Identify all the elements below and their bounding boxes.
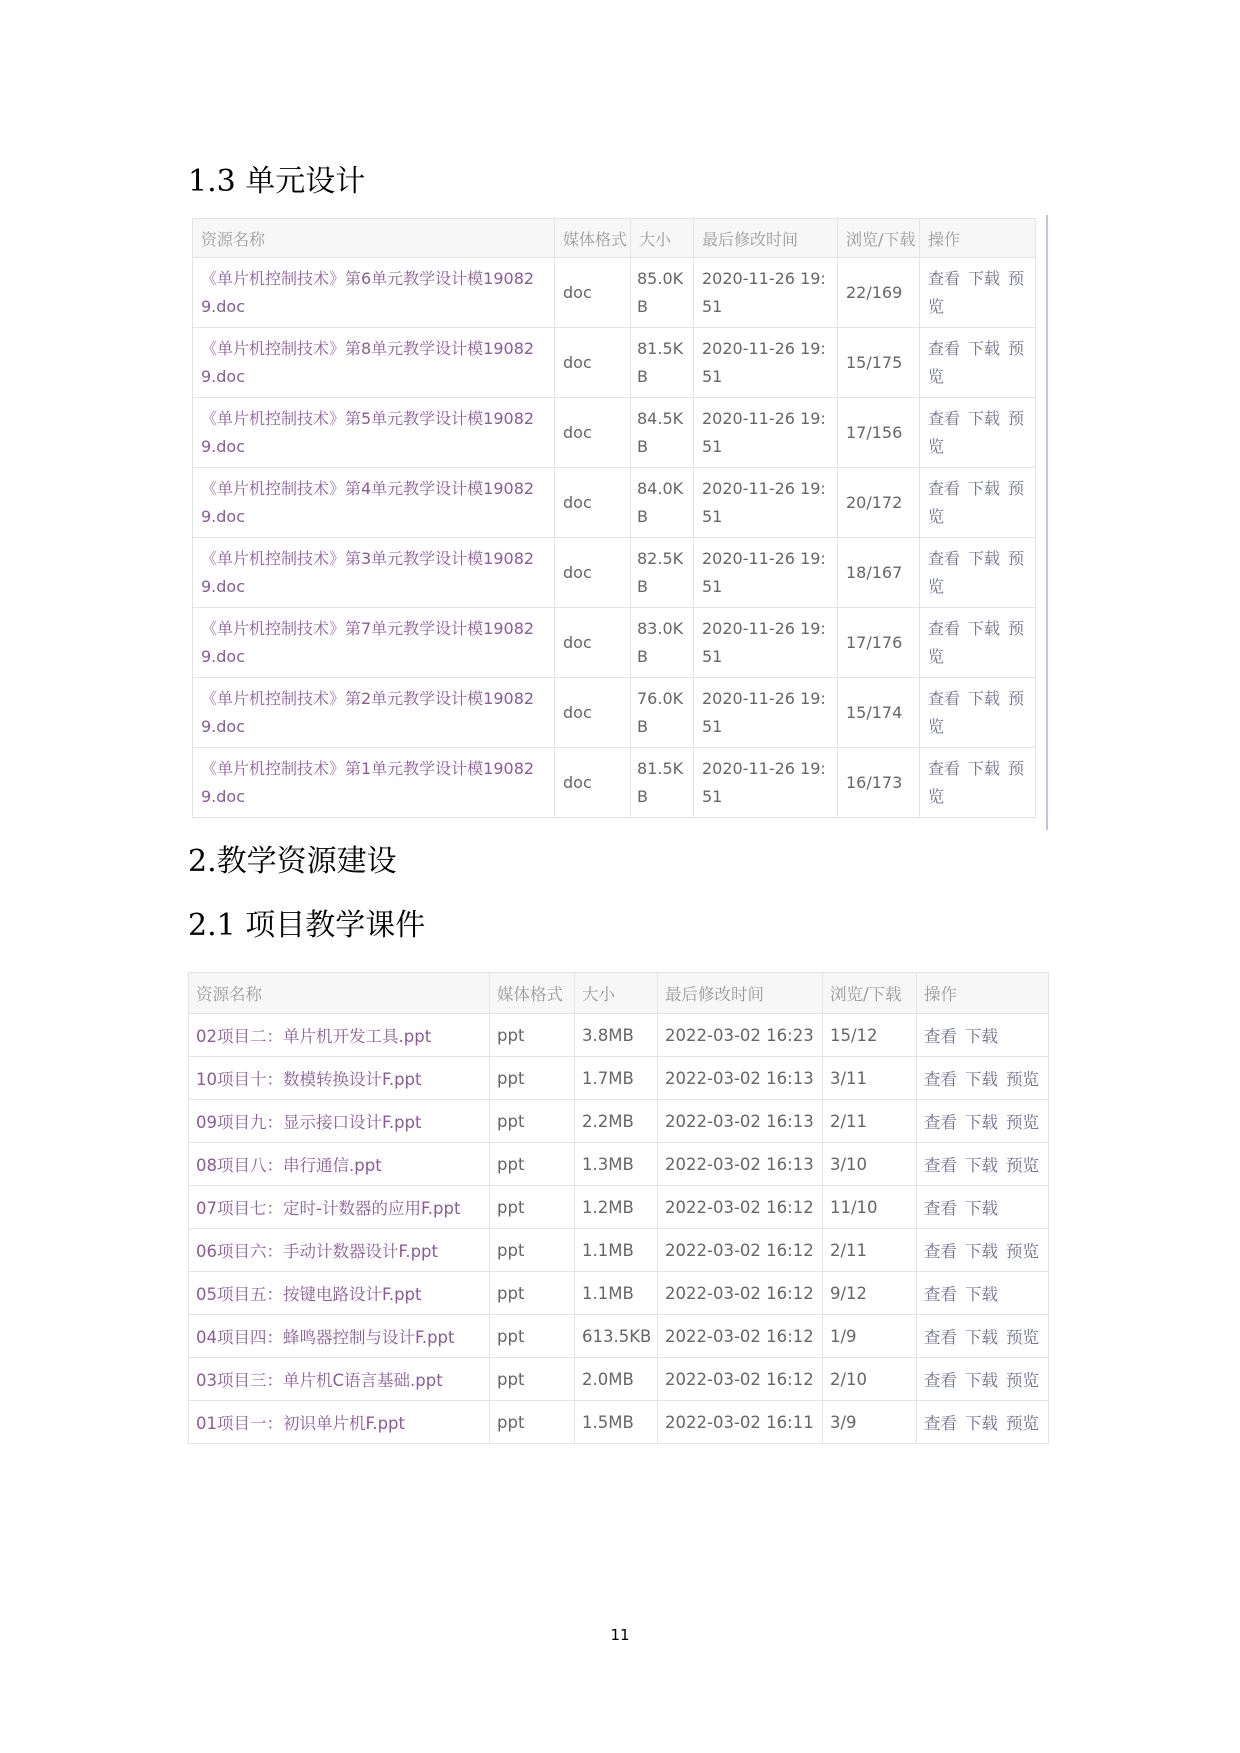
table-row bbox=[193, 468, 1036, 538]
download-link[interactable]: 下载 bbox=[968, 548, 1001, 568]
preview-link[interactable]: 预览 bbox=[1006, 1414, 1039, 1433]
preview-link[interactable]: 预览 bbox=[928, 338, 1025, 386]
resource-name-link[interactable]: 03项目三：单片机C语言基础.ppt bbox=[189, 1358, 490, 1401]
file-size-cell: 76.0KB bbox=[631, 678, 694, 748]
download-link[interactable]: 下载 bbox=[965, 1242, 998, 1261]
modified-time-cell: 2020-11-26 19:51 bbox=[694, 608, 838, 678]
download-link[interactable]: 下载 bbox=[965, 1113, 998, 1132]
view-link[interactable]: 查看 bbox=[924, 1113, 957, 1132]
section-heading-2-1: 2.1 项目教学课件 bbox=[188, 908, 426, 943]
table-row bbox=[189, 1100, 1049, 1143]
media-format-cell: doc bbox=[555, 538, 631, 608]
table-header-row bbox=[193, 219, 1036, 258]
file-size-cell: 1.3MB bbox=[575, 1143, 658, 1186]
file-size-cell: 84.5KB bbox=[631, 398, 694, 468]
col-header-ops: 操作 bbox=[917, 973, 1049, 1014]
download-link[interactable]: 下载 bbox=[968, 688, 1001, 708]
resource-name-link[interactable]: 《单片机控制技术》第3单元教学设计模190829.doc bbox=[193, 538, 555, 608]
file-size-cell: 81.5KB bbox=[631, 748, 694, 818]
resource-name-link[interactable]: 04项目四：蜂鸣器控制与设计F.ppt bbox=[189, 1315, 490, 1358]
views-downloads-cell: 11/10 bbox=[823, 1186, 917, 1229]
file-size-cell: 1.5MB bbox=[575, 1401, 658, 1444]
file-size-cell: 1.7MB bbox=[575, 1057, 658, 1100]
media-format-cell: ppt bbox=[490, 1014, 575, 1057]
resource-name-link[interactable]: 08项目八：串行通信.ppt bbox=[189, 1143, 490, 1186]
preview-link[interactable]: 预览 bbox=[1006, 1156, 1039, 1175]
download-link[interactable]: 下载 bbox=[965, 1156, 998, 1175]
view-link[interactable]: 查看 bbox=[928, 548, 961, 568]
modified-time-cell: 2022-03-02 16:12 bbox=[658, 1186, 823, 1229]
table-row bbox=[193, 328, 1036, 398]
operations-cell bbox=[920, 468, 1036, 538]
file-size-cell: 85.0KB bbox=[631, 258, 694, 328]
preview-link[interactable]: 预览 bbox=[928, 688, 1025, 736]
media-format-cell: doc bbox=[555, 328, 631, 398]
view-link[interactable]: 查看 bbox=[924, 1371, 957, 1390]
download-link[interactable]: 下载 bbox=[965, 1070, 998, 1089]
views-downloads-cell: 15/175 bbox=[838, 328, 920, 398]
preview-link[interactable]: 预览 bbox=[1006, 1371, 1039, 1390]
operations-cell bbox=[920, 748, 1036, 818]
table-row bbox=[193, 608, 1036, 678]
media-format-cell: ppt bbox=[490, 1186, 575, 1229]
courseware-table bbox=[188, 972, 1049, 1444]
operations-cell bbox=[917, 1358, 1049, 1401]
operations-cell bbox=[920, 608, 1036, 678]
resource-name-link[interactable]: 06项目六：手动计数器设计F.ppt bbox=[189, 1229, 490, 1272]
section-heading-2: 2.教学资源建设 bbox=[188, 844, 397, 879]
modified-time-cell: 2022-03-02 16:23 bbox=[658, 1014, 823, 1057]
col-header-name: 资源名称 bbox=[189, 973, 490, 1014]
views-downloads-cell: 15/12 bbox=[823, 1014, 917, 1057]
table-row bbox=[193, 538, 1036, 608]
views-downloads-cell: 1/9 bbox=[823, 1315, 917, 1358]
views-downloads-cell: 18/167 bbox=[838, 538, 920, 608]
table-row bbox=[189, 1315, 1049, 1358]
col-header-format: 媒体格式 bbox=[490, 973, 575, 1014]
view-link[interactable]: 查看 bbox=[928, 408, 961, 428]
resource-name-link[interactable]: 《单片机控制技术》第5单元教学设计模190829.doc bbox=[193, 398, 555, 468]
media-format-cell: doc bbox=[555, 608, 631, 678]
table-row bbox=[193, 678, 1036, 748]
preview-link[interactable]: 预览 bbox=[928, 268, 1025, 316]
download-link[interactable]: 下载 bbox=[965, 1199, 998, 1218]
view-link[interactable]: 查看 bbox=[928, 338, 961, 358]
views-downloads-cell: 3/9 bbox=[823, 1401, 917, 1444]
modified-time-cell: 2020-11-26 19:51 bbox=[694, 328, 838, 398]
resource-name-link[interactable]: 《单片机控制技术》第8单元教学设计模190829.doc bbox=[193, 328, 555, 398]
views-downloads-cell: 17/176 bbox=[838, 608, 920, 678]
media-format-cell: doc bbox=[555, 258, 631, 328]
modified-time-cell: 2022-03-02 16:12 bbox=[658, 1315, 823, 1358]
media-format-cell: ppt bbox=[490, 1401, 575, 1444]
resource-name-link[interactable]: 《单片机控制技术》第4单元教学设计模190829.doc bbox=[193, 468, 555, 538]
download-link[interactable]: 下载 bbox=[968, 618, 1001, 638]
table-row bbox=[193, 398, 1036, 468]
preview-link[interactable]: 预览 bbox=[928, 408, 1025, 456]
preview-link[interactable]: 预览 bbox=[1006, 1242, 1039, 1261]
view-link[interactable]: 查看 bbox=[928, 268, 961, 288]
view-link[interactable]: 查看 bbox=[924, 1414, 957, 1433]
download-link[interactable]: 下载 bbox=[965, 1371, 998, 1390]
file-size-cell: 2.0MB bbox=[575, 1358, 658, 1401]
table-row bbox=[189, 1014, 1049, 1057]
file-size-cell: 1.2MB bbox=[575, 1186, 658, 1229]
col-header-format: 媒体格式 bbox=[555, 219, 631, 258]
file-size-cell: 1.1MB bbox=[575, 1229, 658, 1272]
media-format-cell: doc bbox=[555, 678, 631, 748]
modified-time-cell: 2020-11-26 19:51 bbox=[694, 678, 838, 748]
views-downloads-cell: 2/11 bbox=[823, 1100, 917, 1143]
page-number: 11 bbox=[610, 1626, 630, 1644]
preview-link[interactable]: 预览 bbox=[1006, 1328, 1039, 1347]
table-row bbox=[193, 748, 1036, 818]
resource-name-link[interactable]: 《单片机控制技术》第6单元教学设计模190829.doc bbox=[193, 258, 555, 328]
file-size-cell: 81.5KB bbox=[631, 328, 694, 398]
table2-body bbox=[189, 1014, 1049, 1444]
resource-name-link[interactable]: 01项目一：初识单片机F.ppt bbox=[189, 1401, 490, 1444]
resource-name-link[interactable]: 02项目二：单片机开发工具.ppt bbox=[189, 1014, 490, 1057]
preview-link[interactable]: 预览 bbox=[928, 618, 1025, 666]
view-link[interactable]: 查看 bbox=[924, 1027, 957, 1046]
download-link[interactable]: 下载 bbox=[968, 408, 1001, 428]
col-header-size: 大小 bbox=[631, 219, 694, 258]
operations-cell bbox=[920, 678, 1036, 748]
views-downloads-cell: 15/174 bbox=[838, 678, 920, 748]
download-link[interactable]: 下载 bbox=[965, 1414, 998, 1433]
operations-cell bbox=[920, 328, 1036, 398]
preview-link[interactable]: 预览 bbox=[1006, 1113, 1039, 1132]
operations-cell bbox=[917, 1057, 1049, 1100]
resource-name-link[interactable]: 10项目十：数模转换设计F.ppt bbox=[189, 1057, 490, 1100]
operations-cell bbox=[917, 1315, 1049, 1358]
preview-link[interactable]: 预览 bbox=[928, 478, 1025, 526]
media-format-cell: ppt bbox=[490, 1229, 575, 1272]
resource-name-link[interactable]: 05项目五：按键电路设计F.ppt bbox=[189, 1272, 490, 1315]
operations-cell bbox=[917, 1272, 1049, 1315]
views-downloads-cell: 3/10 bbox=[823, 1143, 917, 1186]
view-link[interactable]: 查看 bbox=[928, 758, 961, 778]
media-format-cell: ppt bbox=[490, 1315, 575, 1358]
views-downloads-cell: 9/12 bbox=[823, 1272, 917, 1315]
download-link[interactable]: 下载 bbox=[965, 1328, 998, 1347]
section-heading-1-3: 1.3 单元设计 bbox=[188, 164, 366, 199]
table-row bbox=[189, 1186, 1049, 1229]
col-header-views: 浏览/下载 bbox=[823, 973, 917, 1014]
modified-time-cell: 2020-11-26 19:51 bbox=[694, 468, 838, 538]
table1-body bbox=[193, 258, 1036, 818]
download-link[interactable]: 下载 bbox=[968, 478, 1001, 498]
modified-time-cell: 2020-11-26 19:51 bbox=[694, 398, 838, 468]
operations-cell bbox=[917, 1186, 1049, 1229]
download-link[interactable]: 下载 bbox=[965, 1027, 998, 1046]
media-format-cell: ppt bbox=[490, 1143, 575, 1186]
unit-design-table bbox=[192, 218, 1036, 818]
view-link[interactable]: 查看 bbox=[928, 688, 961, 708]
views-downloads-cell: 2/10 bbox=[823, 1358, 917, 1401]
file-size-cell: 84.0KB bbox=[631, 468, 694, 538]
file-size-cell: 1.1MB bbox=[575, 1272, 658, 1315]
operations-cell bbox=[920, 258, 1036, 328]
file-size-cell: 82.5KB bbox=[631, 538, 694, 608]
preview-link[interactable]: 预览 bbox=[1006, 1070, 1039, 1089]
download-link[interactable]: 下载 bbox=[968, 338, 1001, 358]
col-header-views: 浏览/下载 bbox=[838, 219, 920, 258]
view-link[interactable]: 查看 bbox=[924, 1285, 957, 1304]
view-link[interactable]: 查看 bbox=[924, 1242, 957, 1261]
view-link[interactable]: 查看 bbox=[928, 478, 961, 498]
download-link[interactable]: 下载 bbox=[968, 758, 1001, 778]
views-downloads-cell: 16/173 bbox=[838, 748, 920, 818]
media-format-cell: doc bbox=[555, 398, 631, 468]
views-downloads-cell: 22/169 bbox=[838, 258, 920, 328]
table-row bbox=[189, 1143, 1049, 1186]
view-link[interactable]: 查看 bbox=[928, 618, 961, 638]
resource-name-link[interactable]: 09项目九：显示接口设计F.ppt bbox=[189, 1100, 490, 1143]
table-row bbox=[193, 258, 1036, 328]
resource-name-link[interactable]: 07项目七：定时-计数器的应用F.ppt bbox=[189, 1186, 490, 1229]
view-link[interactable]: 查看 bbox=[924, 1328, 957, 1347]
views-downloads-cell: 2/11 bbox=[823, 1229, 917, 1272]
modified-time-cell: 2022-03-02 16:12 bbox=[658, 1272, 823, 1315]
file-size-cell: 613.5KB bbox=[575, 1315, 658, 1358]
operations-cell bbox=[917, 1100, 1049, 1143]
col-header-modified: 最后修改时间 bbox=[694, 219, 838, 258]
table-row bbox=[189, 1358, 1049, 1401]
view-link[interactable]: 查看 bbox=[924, 1156, 957, 1175]
operations-cell bbox=[917, 1014, 1049, 1057]
resource-name-link[interactable]: 《单片机控制技术》第1单元教学设计模190829.doc bbox=[193, 748, 555, 818]
table1-right-border bbox=[1046, 215, 1048, 830]
preview-link[interactable]: 预览 bbox=[928, 548, 1025, 596]
table-row bbox=[189, 1229, 1049, 1272]
resource-name-link[interactable]: 《单片机控制技术》第7单元教学设计模190829.doc bbox=[193, 608, 555, 678]
views-downloads-cell: 20/172 bbox=[838, 468, 920, 538]
file-size-cell: 83.0KB bbox=[631, 608, 694, 678]
operations-cell bbox=[920, 398, 1036, 468]
modified-time-cell: 2022-03-02 16:13 bbox=[658, 1143, 823, 1186]
col-header-name: 资源名称 bbox=[193, 219, 555, 258]
modified-time-cell: 2022-03-02 16:13 bbox=[658, 1100, 823, 1143]
modified-time-cell: 2022-03-02 16:13 bbox=[658, 1057, 823, 1100]
media-format-cell: ppt bbox=[490, 1100, 575, 1143]
media-format-cell: ppt bbox=[490, 1057, 575, 1100]
file-size-cell: 3.8MB bbox=[575, 1014, 658, 1057]
operations-cell bbox=[917, 1401, 1049, 1444]
modified-time-cell: 2020-11-26 19:51 bbox=[694, 258, 838, 328]
operations-cell bbox=[917, 1229, 1049, 1272]
views-downloads-cell: 3/11 bbox=[823, 1057, 917, 1100]
resource-name-link[interactable]: 《单片机控制技术》第2单元教学设计模190829.doc bbox=[193, 678, 555, 748]
download-link[interactable]: 下载 bbox=[968, 268, 1001, 288]
media-format-cell: doc bbox=[555, 748, 631, 818]
table-row bbox=[189, 1272, 1049, 1315]
view-link[interactable]: 查看 bbox=[924, 1199, 957, 1218]
view-link[interactable]: 查看 bbox=[924, 1070, 957, 1089]
media-format-cell: doc bbox=[555, 468, 631, 538]
modified-time-cell: 2022-03-02 16:11 bbox=[658, 1401, 823, 1444]
modified-time-cell: 2020-11-26 19:51 bbox=[694, 748, 838, 818]
preview-link[interactable]: 预览 bbox=[928, 758, 1025, 806]
col-header-size: 大小 bbox=[575, 973, 658, 1014]
download-link[interactable]: 下载 bbox=[965, 1285, 998, 1304]
media-format-cell: ppt bbox=[490, 1358, 575, 1401]
modified-time-cell: 2020-11-26 19:51 bbox=[694, 538, 838, 608]
col-header-modified: 最后修改时间 bbox=[658, 973, 823, 1014]
modified-time-cell: 2022-03-02 16:12 bbox=[658, 1358, 823, 1401]
operations-cell bbox=[917, 1143, 1049, 1186]
media-format-cell: ppt bbox=[490, 1272, 575, 1315]
table-header-row bbox=[189, 973, 1049, 1014]
table-row bbox=[189, 1401, 1049, 1444]
views-downloads-cell: 17/156 bbox=[838, 398, 920, 468]
modified-time-cell: 2022-03-02 16:12 bbox=[658, 1229, 823, 1272]
table-row bbox=[189, 1057, 1049, 1100]
col-header-ops: 操作 bbox=[920, 219, 1036, 258]
operations-cell bbox=[920, 538, 1036, 608]
file-size-cell: 2.2MB bbox=[575, 1100, 658, 1143]
